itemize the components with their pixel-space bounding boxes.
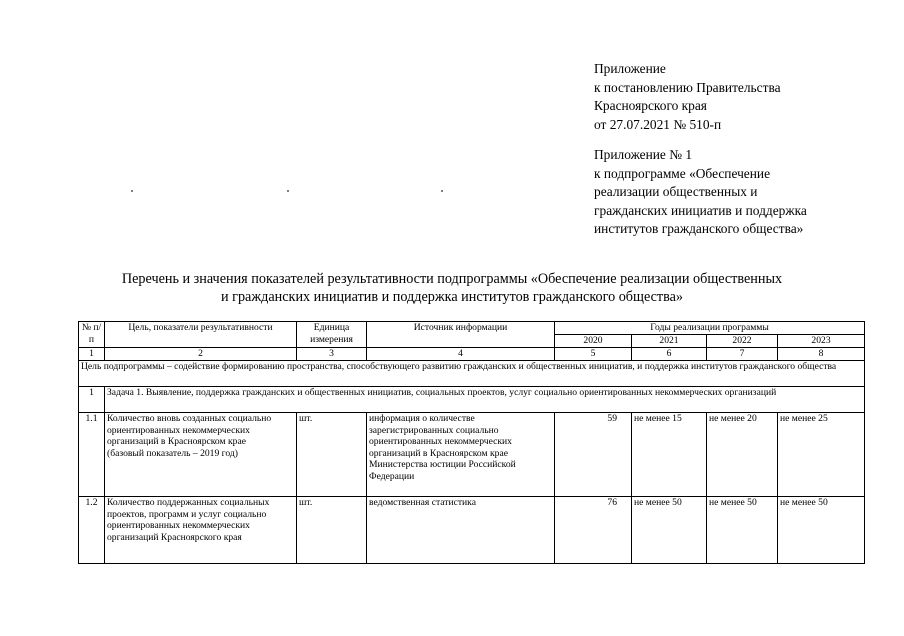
row-indicator: Количество поддержанных социальных проектов, программ и услуг социально ориентированных некоммерческих организаций Красноярского края [105, 497, 297, 564]
task-row [79, 387, 865, 413]
annex-line: Приложение [594, 61, 666, 76]
header-goal: Цель, показатели результативности [105, 322, 297, 348]
header-source: Источник информации [367, 322, 555, 348]
column-number: 4 [367, 348, 555, 361]
annex-line: Приложение № 1 [594, 147, 693, 162]
column-numbers-row [79, 348, 865, 361]
title-line: и гражданских инициатив и поддержка институтов гражданского общества» [221, 289, 683, 305]
header-year: 2020 [555, 335, 632, 348]
column-number: 8 [778, 348, 865, 361]
header-years-group: Годы реализации программы [555, 322, 865, 335]
document-title [40, 270, 864, 306]
annex-line: к постановлению Правительства [594, 79, 781, 95]
indicators-table [78, 321, 865, 564]
row-unit: шт. [297, 413, 367, 497]
scan-speck [287, 190, 289, 192]
title-line: Перечень и значения показателей результативности подпрограммы «Обеспечение реализации общественных [121, 271, 783, 287]
table-row [79, 413, 865, 497]
goal-text: Цель подпрограммы – содействие формированию пространства, способствующего развитию гражданских и общественных инициатив, и поддержка институтов гражданского общества [79, 361, 865, 387]
annex-line: гражданских инициатив и поддержка [594, 202, 807, 218]
header-year: 2023 [778, 335, 865, 348]
row-value-2020: 59 [555, 413, 632, 497]
goal-row [79, 361, 865, 387]
annex-line: Красноярского края [594, 98, 707, 113]
header-row [79, 322, 865, 335]
row-value-2022: не менее 20 [707, 413, 778, 497]
scan-speck [131, 190, 133, 192]
column-number: 1 [79, 348, 105, 361]
scan-speck [441, 190, 443, 192]
row-value-2021: не менее 50 [632, 497, 707, 564]
row-value-2023: не менее 25 [778, 413, 865, 497]
row-value-2021: не менее 15 [632, 413, 707, 497]
task-text: Задача 1. Выявление, поддержка гражданских и общественных инициатив, социальных проектов, услуг социально ориентированных некоммерческих организаций [105, 387, 865, 413]
task-num: 1 [79, 387, 105, 413]
row-value-2023: не менее 50 [778, 497, 865, 564]
annex-line: институтов гражданского общества» [594, 221, 804, 236]
column-number: 7 [707, 348, 778, 361]
header-year: 2022 [707, 335, 778, 348]
annex-line: реализации общественных и [594, 184, 758, 199]
column-number: 3 [297, 348, 367, 361]
row-num: 1.2 [79, 497, 105, 564]
row-value-2022: не менее 50 [707, 497, 778, 564]
header-num: № п/п [79, 322, 105, 348]
header-unit: Единица измерения [297, 322, 367, 348]
table-row [79, 497, 865, 564]
annex-line: от 27.07.2021 № 510-п [594, 116, 722, 132]
row-unit: шт. [297, 497, 367, 564]
annex-block-subprogram [594, 146, 807, 239]
column-number: 6 [632, 348, 707, 361]
annex-line: к подпрограмме «Обеспечение [594, 165, 771, 181]
column-number: 2 [105, 348, 297, 361]
column-number: 5 [555, 348, 632, 361]
row-source: информация о количестве зарегистрированных социально ориентированных некоммерческих организаций в Красноярском крае Министерства юстиции Российской Федерации [367, 413, 555, 497]
header-year: 2021 [632, 335, 707, 348]
row-indicator: Количество вновь созданных социально ориентированных некоммерческих организаций в Красноярском крае (базовый показатель – 2019 год) [105, 413, 297, 497]
row-num: 1.1 [79, 413, 105, 497]
row-source: ведомственная статистика [367, 497, 555, 564]
annex-block-government-resolution [594, 60, 781, 134]
row-value-2020: 76 [555, 497, 632, 564]
